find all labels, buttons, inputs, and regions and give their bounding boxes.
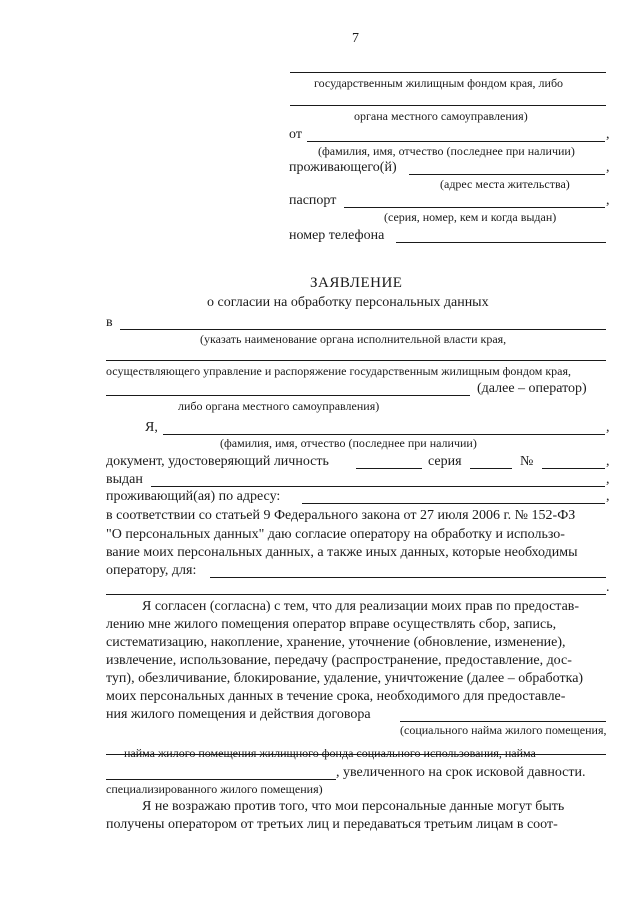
issued-line [151, 486, 605, 487]
paragraph-2-line-3: систематизацию, накопление, хранение, уточнение (обновление, изменение), [106, 635, 566, 650]
from-comma: , [606, 127, 610, 142]
address-comma: , [606, 489, 610, 504]
i-line [163, 434, 605, 435]
address-label: проживающий(ая) по адресу: [106, 489, 281, 504]
residing-label: проживающего(й) [289, 160, 397, 175]
number-label: № [520, 454, 534, 469]
contract-caption-1: (социального найма жилого помещения, [400, 723, 607, 737]
issued-comma: , [606, 472, 610, 487]
paragraph-1-line-4: оператору, для: [106, 563, 197, 578]
document-subtitle: о согласии на обработку персональных данных [207, 295, 489, 310]
i-caption: (фамилия, имя, отчество (последнее при наличии) [220, 436, 477, 450]
addressee-line-2 [290, 105, 606, 106]
passport-line [344, 207, 605, 208]
org-line [106, 360, 606, 361]
to-caption: (указать наименование органа исполнительной власти края, [200, 332, 507, 346]
doc-comma: , [606, 454, 610, 469]
purpose-line-2 [106, 594, 606, 595]
increased-text: , увеличенного на срок исковой давности. [336, 765, 586, 780]
passport-caption: (серия, номер, кем и когда выдан) [384, 210, 557, 224]
contract-caption-2: найма жилого помещения жилищного фонда социального использования, найма [124, 746, 536, 760]
purpose-end-dot: . [606, 580, 610, 595]
paragraph-1-line-2: "О персональных данных" даю согласие оператору на обработку и использо- [106, 527, 565, 542]
to-line [120, 329, 606, 330]
residing-line [409, 174, 605, 175]
paragraph-2-line-1: Я согласен (согласна) с тем, что для реализации моих прав по предостав- [142, 599, 580, 614]
purpose-line-1 [210, 577, 606, 578]
phone-label: номер телефона [289, 228, 385, 243]
from-label: от [289, 127, 302, 142]
paragraph-2-line-7: ния жилого помещения и действия договора [106, 707, 371, 722]
paragraph-2-line-2: лению мне жилого помещения оператор вправе осуществлять сбор, запись, [106, 617, 557, 632]
contract-line [400, 721, 606, 722]
addressee-line-1 [290, 72, 606, 73]
page-number: 7 [352, 31, 359, 46]
to-label: в [106, 315, 113, 330]
addressee-caption-1: государственным жилищным фондом края, либо [314, 76, 564, 90]
address-line [302, 503, 605, 504]
phone-line [396, 242, 606, 243]
addressee-caption-2: органа местного самоуправления) [354, 109, 528, 123]
doc-label: документ, удостоверяющий личность [106, 454, 329, 469]
paragraph-2-line-6: моих персональных данных в течение срока, необходимого для предоставле- [106, 689, 566, 704]
passport-comma: , [606, 193, 610, 208]
specialized-line [106, 779, 336, 780]
local-caption: либо органа местного самоуправления) [178, 399, 380, 413]
residing-comma: , [606, 160, 610, 175]
paragraph-3-line-2: получены оператором от третьих лиц и передаваться третьим лицам в соот- [106, 817, 558, 832]
paragraph-2-line-4: извлечение, использование, передачу (распространение, предоставление, дос- [106, 653, 572, 668]
from-caption: (фамилия, имя, отчество (последнее при наличии) [318, 144, 575, 158]
doc-line [356, 468, 422, 469]
org-caption: осуществляющего управление и распоряжение государственным жилищным фондом края, [106, 364, 571, 378]
number-line [542, 468, 605, 469]
series-label: серия [428, 454, 462, 469]
paragraph-1-line-1: в соответствии со статьей 9 Федерального закона от 27 июля 2006 г. № 152-ФЗ [106, 508, 576, 523]
operator-suffix: (далее – оператор) [477, 381, 587, 396]
issued-label: выдан [106, 472, 143, 487]
i-label: Я, [145, 420, 158, 435]
passport-label: паспорт [289, 193, 337, 208]
series-line [470, 468, 512, 469]
document-title: ЗАЯВЛЕНИЕ [310, 275, 403, 291]
i-comma: , [606, 420, 610, 435]
from-line [307, 141, 605, 142]
operator-line [106, 395, 470, 396]
specialized-caption: специализированного жилого помещения) [106, 782, 323, 796]
paragraph-3-line-1: Я не возражаю против того, что мои персональные данные могут быть [142, 799, 565, 814]
paragraph-1-line-3: вание моих персональных данных, а также иных данных, которые необходимы [106, 545, 578, 560]
paragraph-2-line-5: туп), обезличивание, блокирование, удаление, уничтожение (далее – обработка) [106, 671, 584, 686]
residing-caption: (адрес места жительства) [440, 177, 570, 191]
